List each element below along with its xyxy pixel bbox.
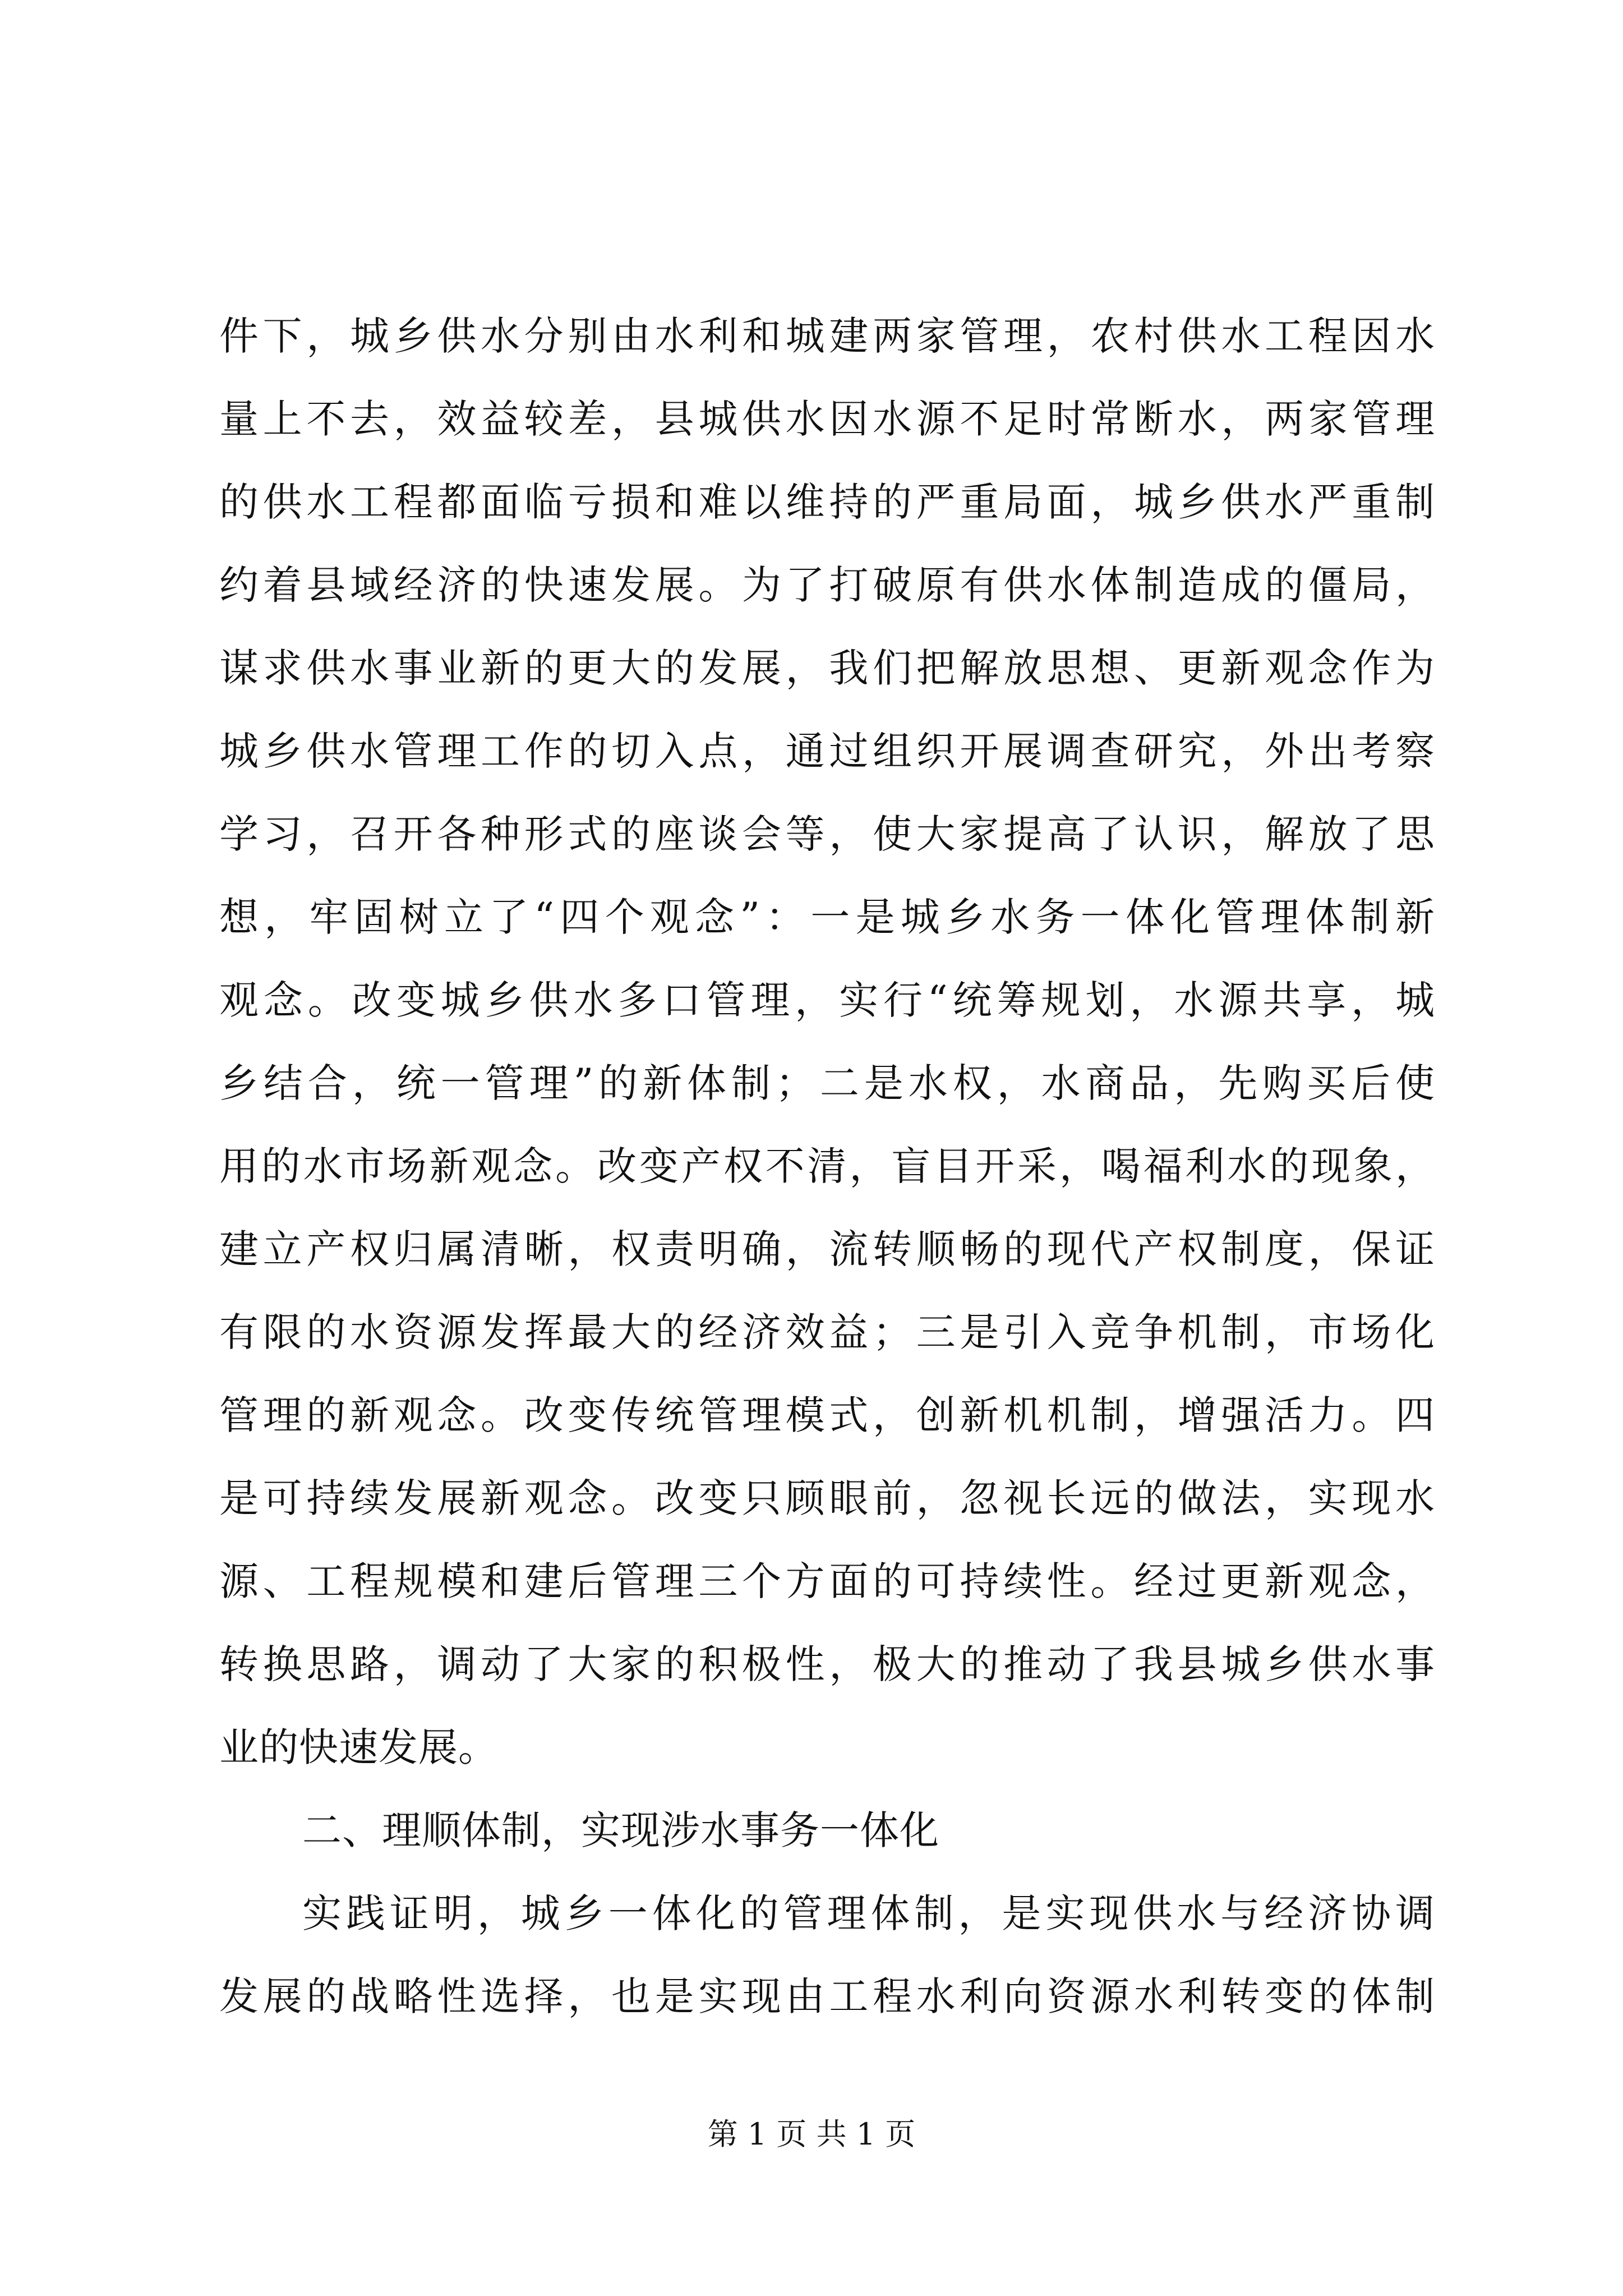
text-line: 转换思路，调动了大家的积极性，极大的推动了我县城乡供水事 — [219, 1641, 1435, 1687]
text-line: 建立产权归属清晰，权责明确，流转顺畅的现代产权制度，保证 — [219, 1226, 1435, 1272]
text-line: 观念。改变城乡供水多口管理，实行“统筹规划，水源共享，城 — [219, 977, 1435, 1023]
page-number: 第 1 页 共 1 页 — [707, 2116, 916, 2152]
text-line: 想，牢固树立了“四个观念”：一是城乡水务一体化管理体制新 — [219, 894, 1435, 940]
text-line: 发展的战略性选择，也是实现由工程水利向资源水利转变的体制 — [219, 1973, 1435, 2019]
text-line: 学习，召开各种形式的座谈会等，使大家提高了认识，解放了思 — [219, 811, 1435, 857]
text-line: 有限的水资源发挥最大的经济效益；三是引入竞争机制，市场化 — [219, 1309, 1435, 1355]
text-line: 乡结合，统一管理”的新体制；二是水权，水商品，先购买后使 — [219, 1060, 1435, 1106]
text-line: 是可持续发展新观念。改变只顾眼前，忽视长远的做法，实现水 — [219, 1475, 1435, 1521]
document-body — [219, 295, 1435, 2038]
section-heading: 二、理顺体制，实现涉水事务一体化 — [302, 1807, 939, 1853]
text-line: 源、工程规模和建后管理三个方面的可持续性。经过更新观念， — [219, 1558, 1435, 1604]
text-line: 件下，城乡供水分别由水利和城建两家管理，农村供水工程因水 — [219, 313, 1435, 359]
text-line: 管理的新观念。改变传统管理模式，创新机机制，增强活力。四 — [219, 1392, 1435, 1438]
text-line: 约着县域经济的快速发展。为了打破原有供水体制造成的僵局， — [219, 562, 1435, 608]
text-line: 量上不去，效益较差，县城供水因水源不足时常断水，两家管理 — [219, 396, 1435, 442]
text-line: 实践证明，城乡一体化的管理体制，是实现供水与经济协调 — [302, 1890, 1435, 1936]
page-footer — [0, 2115, 1623, 2154]
text-line: 业的快速发展。 — [219, 1724, 498, 1770]
text-line: 城乡供水管理工作的切入点，通过组织开展调查研究，外出考察 — [219, 728, 1435, 774]
text-line: 用的水市场新观念。改变产权不清，盲目开采，喝福利水的现象， — [219, 1143, 1435, 1189]
text-line: 的供水工程都面临亏损和难以维持的严重局面，城乡供水严重制 — [219, 479, 1435, 525]
text-line: 谋求供水事业新的更大的发展，我们把解放思想、更新观念作为 — [219, 645, 1435, 691]
